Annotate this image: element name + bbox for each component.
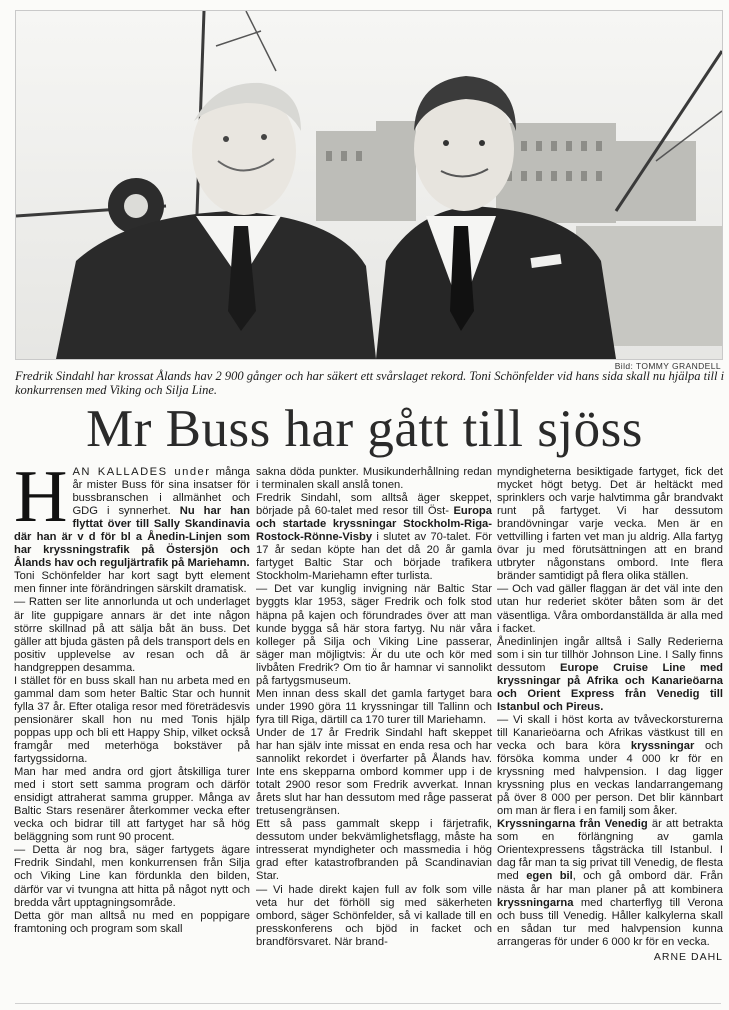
article-column-3 [497, 466, 723, 964]
paragraph: Detta gör man alltså nu med en poppigare framtoning och program som skall [14, 909, 250, 935]
paragraph: — Ratten ser lite annorlunda ut och underlaget är lite guppigare annars är det inte någon större skillnad på att sälja båt än buss. Det gäller att bjuda gästen på dels transport dels en positiv upplevelse av resan och då är handgreppen desamma. [14, 596, 250, 674]
paragraph: I stället för en buss skall han nu arbeta med en gammal dam som heter Baltic Star och hunnit fylla 37 år. Efter otaliga resor med företrädesvis pensionärer skall hon nu med Tonis hjälp poppas upp och bli ett Happy Ship, vilket också framgår med meterhöga bokstäver på fartygssidorna. [14, 674, 250, 766]
bottom-rule [15, 1003, 721, 1004]
paragraph: Ånedinlinjen ingår alltså i Sally Rederierna som i sin tur tillhör Johnson Line. I Sally finns dessutom Europe Cruise Line med kryssningar på Afrika och Kanarieöarna och Orient Express från Venedig till Istanbul och Pireus. [497, 635, 723, 713]
paragraph: Man har med andra ord gjort åtskilliga turer med i stort sett samma program och därför ensidigt attraherat samma grupper. Många av Baltic Stars resenärer återkommer vecka efter vecka och bidrar till att fartyget har så hög beläggning som runt 90 procent. [14, 766, 250, 844]
paragraph: — Vi hade direkt kajen full av folk som ville veta hur det förhöll sig med säkerheten ombord, säger Schönfelder, så vi kallade till en presskonferens och bjöd in facket och brandförsvaret. När brand- [256, 883, 492, 948]
paragraph: — Detta är nog bra, säger fartygets ägare Fredrik Sindahl, men konkurrensen från Silja och Viking Line kan fördunkla den bilden, därför var vi tvungna att hitta på något nytt och bredda vårt upptagningsområde. [14, 844, 250, 909]
news-photo [15, 10, 723, 360]
paragraph: sakna döda punkter. Musikunderhållning redan i terminalen skall anslå tonen. [256, 466, 492, 492]
paragraph: Toni Schönfelder har kort sagt bytt element men finner inte förändringen särskilt dramatisk. [14, 570, 250, 596]
photo-credit: Bild: TOMMY GRANDELL [614, 361, 721, 371]
paragraph: — Vi skall i höst korta av tvåveckorsturerna till Kanarieöarna och Afrikas västkust till en vecka och bara köra kryssningar och försöka komma under 4 000 kr för en kryssning med halvpension. I dag ligger kryssning plus en veckas landarrangemang på över 8 000 per person. Det blir kännbart om man är flera i en familj som åker. [497, 713, 724, 818]
paragraph: HAN KALLADES under många år mister Buss för sina insatser för bussbranschen i allmänhet och GDG i synnerhet. Nu har han flyttat över till Sally Skandinavia där han är v d för bl a Ånedin-Linjen som har kryssningstrafik på Östersjön och Ålands hav och reguljärtrafik på Mariehamn. [14, 456, 250, 570]
paragraph: myndigheterna besiktigade fartyget, fick det mycket högt betyg. Det är heltäckt med sprinklers och varje halvtimma går brandvakt runt på fartyget. Vi har dessutom brandövningar varje vecka. Men är en vettvilling i farten vet man ju aldrig. Alla fartyg övar ju med förutsättningen att en brand utbryter någonstans ombord. Inte flera bränder samtidigt på flera olika ställen. [497, 466, 723, 583]
paragraph: Under de 17 år Fredrik Sindahl haft skeppet har han själv inte missat en enda resa och har sannolikt rekordet i överfarter på Ålands hav. Inte ens skepparna ombord kommer upp i de totalt 2900 resor som Fredrik avverkat. Innan årets slut har han dessutom med råge passerat tretusengränsen. [256, 726, 492, 818]
photo-illustration [16, 11, 722, 359]
lead-caps: AN KALLADES under [72, 466, 211, 478]
paragraph: — Och vad gäller flaggan är det väl inte den utan hur rederiet sköter båten som är det väsentliga. Våra ombordanställda är alla med i facket. [497, 583, 723, 635]
drop-cap: H [14, 456, 68, 538]
headline: Mr Buss har gått till sjöss [86, 400, 643, 458]
article-column-2 [256, 466, 492, 949]
article-column-1 [14, 456, 250, 936]
byline: ARNE DAHL [653, 950, 723, 963]
paragraph: Men innan dess skall det gamla fartyget bara under 1990 göra 11 kryssningar till Tallinn och fyra till Riga, därtill ca 170 turer till Mariehamn. [256, 687, 492, 726]
paragraph: — Det var kunglig invigning när Baltic Star byggts klar 1953, säger Fredrik och folk stod häpna på kajen och förundrades över att man kunde bygga så här stora fartyg. Nu när våra kolleger på Silja och Viking Line passerar, säger man möjligtvis: Är du ute och kör med livbåten Fredrik? Om tio år hamnar vi sannolikt på fartygsmuseum. [256, 583, 492, 687]
paragraph: Kryssningarna från Venedig är att betrakta som en förlängning av gamla Orientexpressens tågsträcka till Istanbul. I dag får man ta sig privat till Venedig, de flesta med egen bil, och gå ombord där. Från nästa år har man planer på att kombinera kryssningarna med charterflyg till Verona och buss till Venedig. Håller kalkylerna skall en sådan tur med halvpension kunna arrangeras för under 6 000 kr för en vecka. [497, 818, 724, 948]
paragraph: Ett så pass gammalt skepp i färjetrafik, dessutom under bekvämlighetsflagg, måste ha intresserat myndigheter och massmedia i hög grad efter katastrofbranden på Scandinavian Star. [256, 818, 492, 883]
photo-caption: Fredrik Sindahl har krossat Ålands hav 2 900 gånger och har säkert ett svårslaget rekord. Toni Schönfelder vid hans sida skall nu hjälpa till i konkurrensen med Viking och Silja Line. [15, 369, 725, 397]
paragraph: Fredrik Sindahl, som alltså äger skeppet, började på 60-talet med resor till Öst- Europa och startade kryssningar Stockholm-Riga-Rostock-Rönne-Visby i slutet av 70-talet. För 17 år sedan köpte han det då 20 år gamla fartyget Baltic Star och började trafikera Stockholm-Mariehamn efter turlista. [256, 492, 492, 583]
